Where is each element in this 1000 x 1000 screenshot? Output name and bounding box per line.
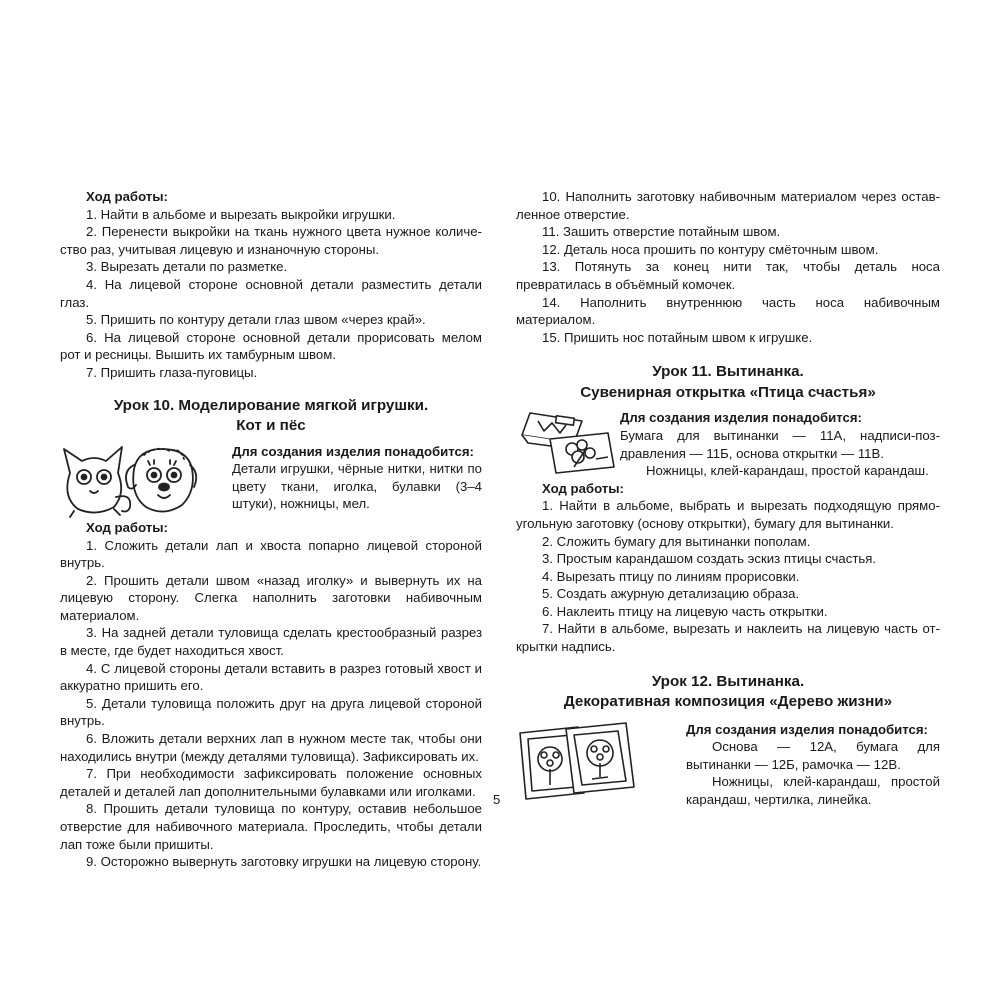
cat-and-dog-toys-icon xyxy=(60,441,198,519)
list-item: 7. Найти в альбоме, вырезать и наклеить на лицевую часть открытки надпись. xyxy=(516,621,940,655)
work-heading: Ход работы: xyxy=(86,519,168,535)
list-item: 15. Пришить нос потайным швом к игрушке. xyxy=(542,329,813,345)
list-item: 4. На лицевой стороне основной детали разместить детали глаз. xyxy=(60,276,482,310)
list-item: 2. Сложить бумагу для вытинанки пополам. xyxy=(542,533,811,549)
list-item: 6. Наклеить птицу на лицевую часть открытки. xyxy=(542,603,828,619)
materials-text xyxy=(686,721,940,809)
steps-list xyxy=(516,188,940,346)
materials-heading: Для создания изделия понадобится: xyxy=(686,721,928,737)
materials-text xyxy=(232,443,482,513)
list-item: 2. Перенести выкройки на ткань нужного цвета нужное количество раз, учитывая лицевую и изнаночную стороны. xyxy=(60,224,482,257)
list-item: 7. Пришить глаза-пуговицы. xyxy=(86,364,258,380)
list-item: 4. Вырезать птицу по линиям прорисовки. xyxy=(542,568,800,584)
list-item: 5. Детали туловища положить друг на друга лицевой стороной внутрь. xyxy=(60,695,482,729)
list-item: 14. Наполнить внутреннюю часть носа набивочным материалом. xyxy=(516,294,940,328)
materials-tools: Ножницы, клей-карандаш, простой карандаш, чертилка, линейка. xyxy=(686,774,940,808)
page-number: 5 xyxy=(493,792,501,807)
steps-list xyxy=(60,206,482,382)
lesson-12-title: Урок 12. Вытинанка. xyxy=(651,672,805,690)
list-item: 5. Пришить по контуру детали глаз швом «через край». xyxy=(86,312,426,328)
list-item: 13. Потянуть за конец нити так, чтобы деталь носа превратилась в объёмный комочек. xyxy=(516,259,940,292)
tree-of-life-frames-icon xyxy=(516,721,656,801)
list-item: 7. При необходимости зафиксировать положение основных деталей и деталей лап дополнительными булавками или иголками. xyxy=(60,766,482,799)
list-item: 3. Простым карандашом создать эскиз птицы счастья. xyxy=(542,551,877,567)
list-item: 3. Вырезать детали по разметке. xyxy=(86,259,288,275)
left-column xyxy=(60,188,482,871)
greeting-cards-icon xyxy=(516,409,616,475)
list-item: 10. Наполнить заготовку набивочным материалом через оставленное отверстие. xyxy=(516,189,940,222)
materials-list: Основа — 12А, бумага для вытинанки — 12Б, рамочка — 12В. xyxy=(686,739,940,772)
list-item: 4. С лицевой стороны детали вставить в разрез готовый хвост и аккуратно пришить его. xyxy=(60,660,482,694)
materials-heading: Для создания изделия понадобится: xyxy=(232,443,474,459)
materials-heading: Для создания изделия понадобится: xyxy=(620,410,862,426)
list-item: 1. Сложить детали лап и хвоста попарно лицевой стороной внутрь. xyxy=(60,537,482,571)
list-item: 3. На задней детали туловища сделать крестообразный разрез в месте, где будет находиться хвост. xyxy=(60,625,482,659)
lesson-10-subtitle: Кот и пёс xyxy=(236,417,306,435)
list-item: 12. Деталь носа прошить по контуру смёточным швом. xyxy=(542,241,879,257)
materials-list: Бумага для вытинанки — 11А, надписи-поздравления — 11Б, основа открытки — 11В. xyxy=(620,427,940,461)
materials-block xyxy=(516,409,940,479)
steps-list xyxy=(60,537,482,871)
lesson-10-title: Урок 10. Моделирование мягкой игрушки. xyxy=(113,396,429,414)
list-item: 9. Осторожно вывернуть заготовку игрушки на лицевую сторону. xyxy=(86,854,482,870)
lesson-11-title: Урок 11. Вытинанка. xyxy=(652,363,804,381)
list-item: 8. Прошить детали туловища по контуру, оставив небольшое отверстие для набивочного материала. Проследить, чтобы детали лап тоже были пришиты. xyxy=(60,801,482,852)
lesson-12-subtitle: Декоративная композиция «Дерево жизни» xyxy=(563,693,893,711)
materials-tools: Ножницы, клей-карандаш, простой карандаш. xyxy=(646,463,929,479)
materials-block xyxy=(516,721,940,809)
steps-list xyxy=(516,497,940,655)
list-item: 11. Зашить отверстие потайным швом. xyxy=(542,224,781,240)
right-column xyxy=(516,188,940,809)
materials-block xyxy=(60,443,482,513)
materials-text xyxy=(620,409,940,479)
list-item: 5. Создать ажурную детализацию образа. xyxy=(542,586,800,602)
list-item: 2. Прошить детали швом «назад иголку» и вывернуть их на лицевую сторону. Слегка наполнить заготовки набивочным материалом. xyxy=(60,572,482,623)
materials-list: Детали игрушки, чёрные нитки, нитки по цвету ткани, иголка, булавки (3–4 штуки), ножницы, мел. xyxy=(232,461,482,512)
lesson-11-subtitle: Сувенирная открытка «Птица счастья» xyxy=(580,383,876,401)
list-item: 6. Вложить детали верхних лап в нужном месте так, чтобы они находились внутри (между деталями туловища). Зафиксировать их. xyxy=(60,731,482,764)
work-heading: Ход работы: xyxy=(86,189,168,204)
work-heading: Ход работы: xyxy=(542,480,624,496)
list-item: 1. Найти в альбоме и вырезать выкройки игрушки. xyxy=(86,206,396,222)
list-item: 1. Найти в альбоме, выбрать и вырезать подходящую прямоугольную заготовку (основу открытки), бумагу для вытинанки. xyxy=(516,498,940,531)
list-item: 6. На лицевой стороне основной детали прорисовать мелом рот и ресницы. Вышить их тамбурным швом. xyxy=(60,329,482,363)
